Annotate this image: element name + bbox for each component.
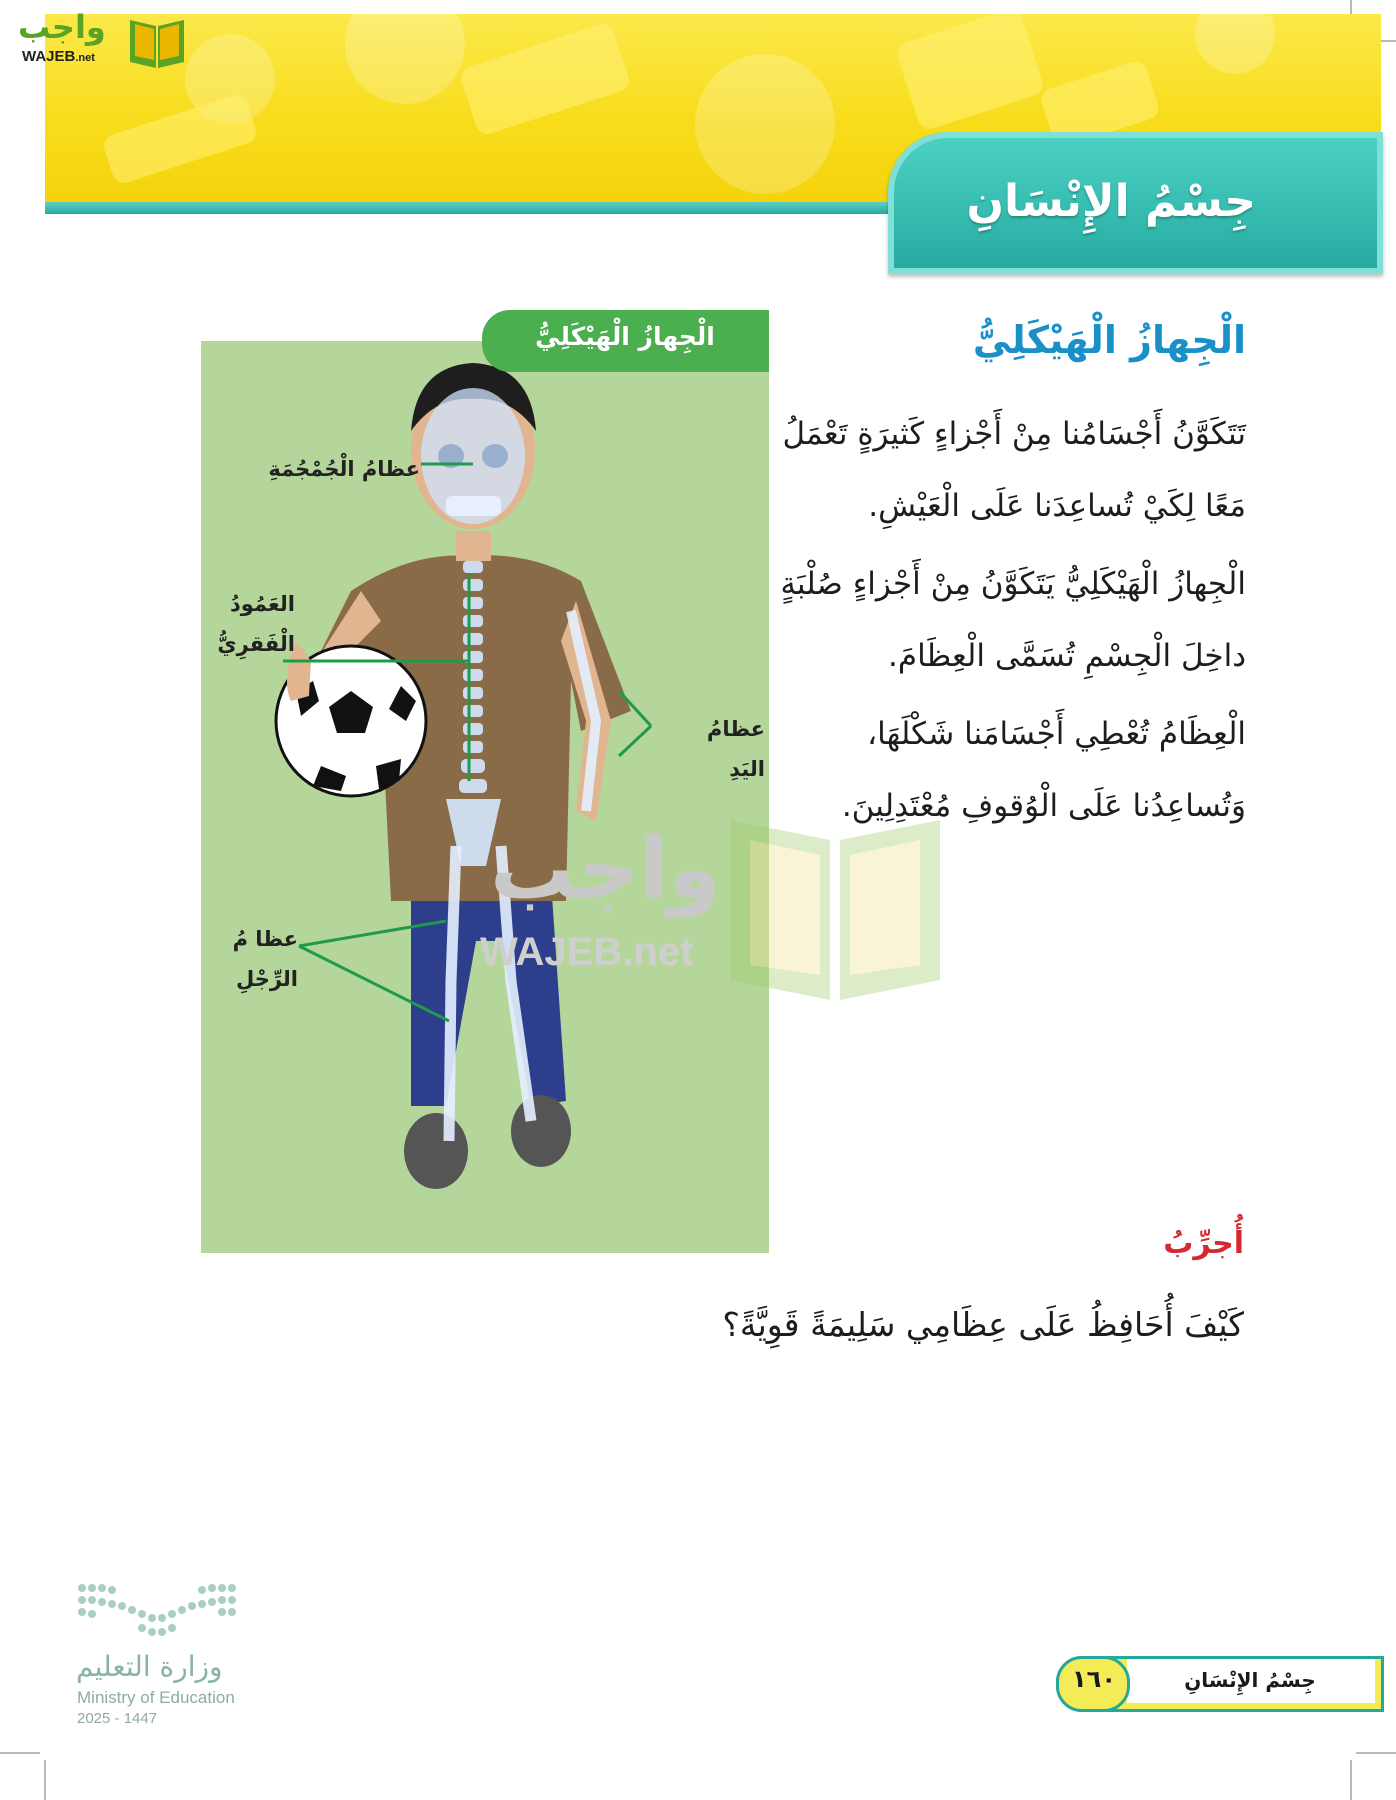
paragraph-1: تَتَكَوَّنُ أَجْسَامُنا مِنْ أَجْزاءٍ كَثيرَةٍ تَعْمَلُ مَعًا لِكَيْ تُساعِدَنا عَلَى الْعَيْشِ.: [782, 416, 1246, 524]
label-leg: [200, 920, 298, 1000]
ministry-logo-icon: [76, 1580, 246, 1640]
label-leg-line1: عظا مُ: [232, 927, 298, 951]
paragraph-2: الْجِهازُ الْهَيْكَلِيُّ يَتَكَوَّنُ مِنْ أَجْزاءٍ صُلْبَةٍ داخِلَ الْجِسْمِ تُسَمَّى الْعِظَامَ.: [780, 566, 1246, 674]
label-hand-line2: اليَدِ: [729, 756, 765, 781]
label-spine-line2: الْفَقرِيُّ: [217, 631, 295, 656]
watermark-word: واجب: [490, 820, 721, 918]
watermark-site: WAJEB.net: [480, 930, 694, 974]
crop-mark: [0, 1752, 40, 1754]
label-leg-line2: الرِّجْلِ: [235, 966, 298, 991]
label-spine-line1: العَمُودُ: [230, 592, 295, 616]
book-icon: [126, 10, 188, 68]
section-title: الْجِهازُ الْهَيْكَلِيُّ: [972, 318, 1246, 362]
label-hand-line1: عظامُ: [706, 717, 765, 741]
figure-title: الْجِهازُ الْهَيْكَلِيُّ: [535, 322, 715, 351]
logo-site: WAJEB.net: [22, 48, 95, 65]
ministry-year: 2025 - 1447: [77, 1710, 158, 1727]
crop-mark: [44, 1760, 46, 1800]
question-text: كَيْفَ أُحَافِظُ عَلَى عِظَامِي سَلِيمَةً قَوِيَّةً؟: [722, 1305, 1244, 1344]
wajeb-logo[interactable]: [8, 6, 188, 66]
crop-mark: [1350, 1760, 1352, 1800]
chapter-title: جِسْمُ الإِنْسَانِ: [966, 176, 1256, 227]
logo-word: واجب: [18, 8, 106, 46]
label-hand: [690, 710, 765, 790]
try-heading: أُجرِّبُ: [1163, 1226, 1244, 1261]
crop-mark: [1356, 1752, 1396, 1754]
ministry-name-en: Ministry of Education: [77, 1688, 235, 1707]
paragraph-3: الْعِظَامُ تُعْطِي أَجْسَامَنا شَكْلَهَا، وَتُساعِدُنا عَلَى الْوُقوفِ مُعْتَدِلِينَ.: [841, 716, 1246, 824]
label-spine: [180, 585, 295, 665]
ministry-name-ar: وزارة التعليم: [76, 1650, 223, 1683]
label-skull: عظامُ الْجُمْجُمَةِ: [268, 457, 420, 481]
page-number: ١٦٠: [1072, 1665, 1116, 1693]
footer-title: جِسْمُ الإِنْسَانِ: [1184, 1668, 1316, 1692]
